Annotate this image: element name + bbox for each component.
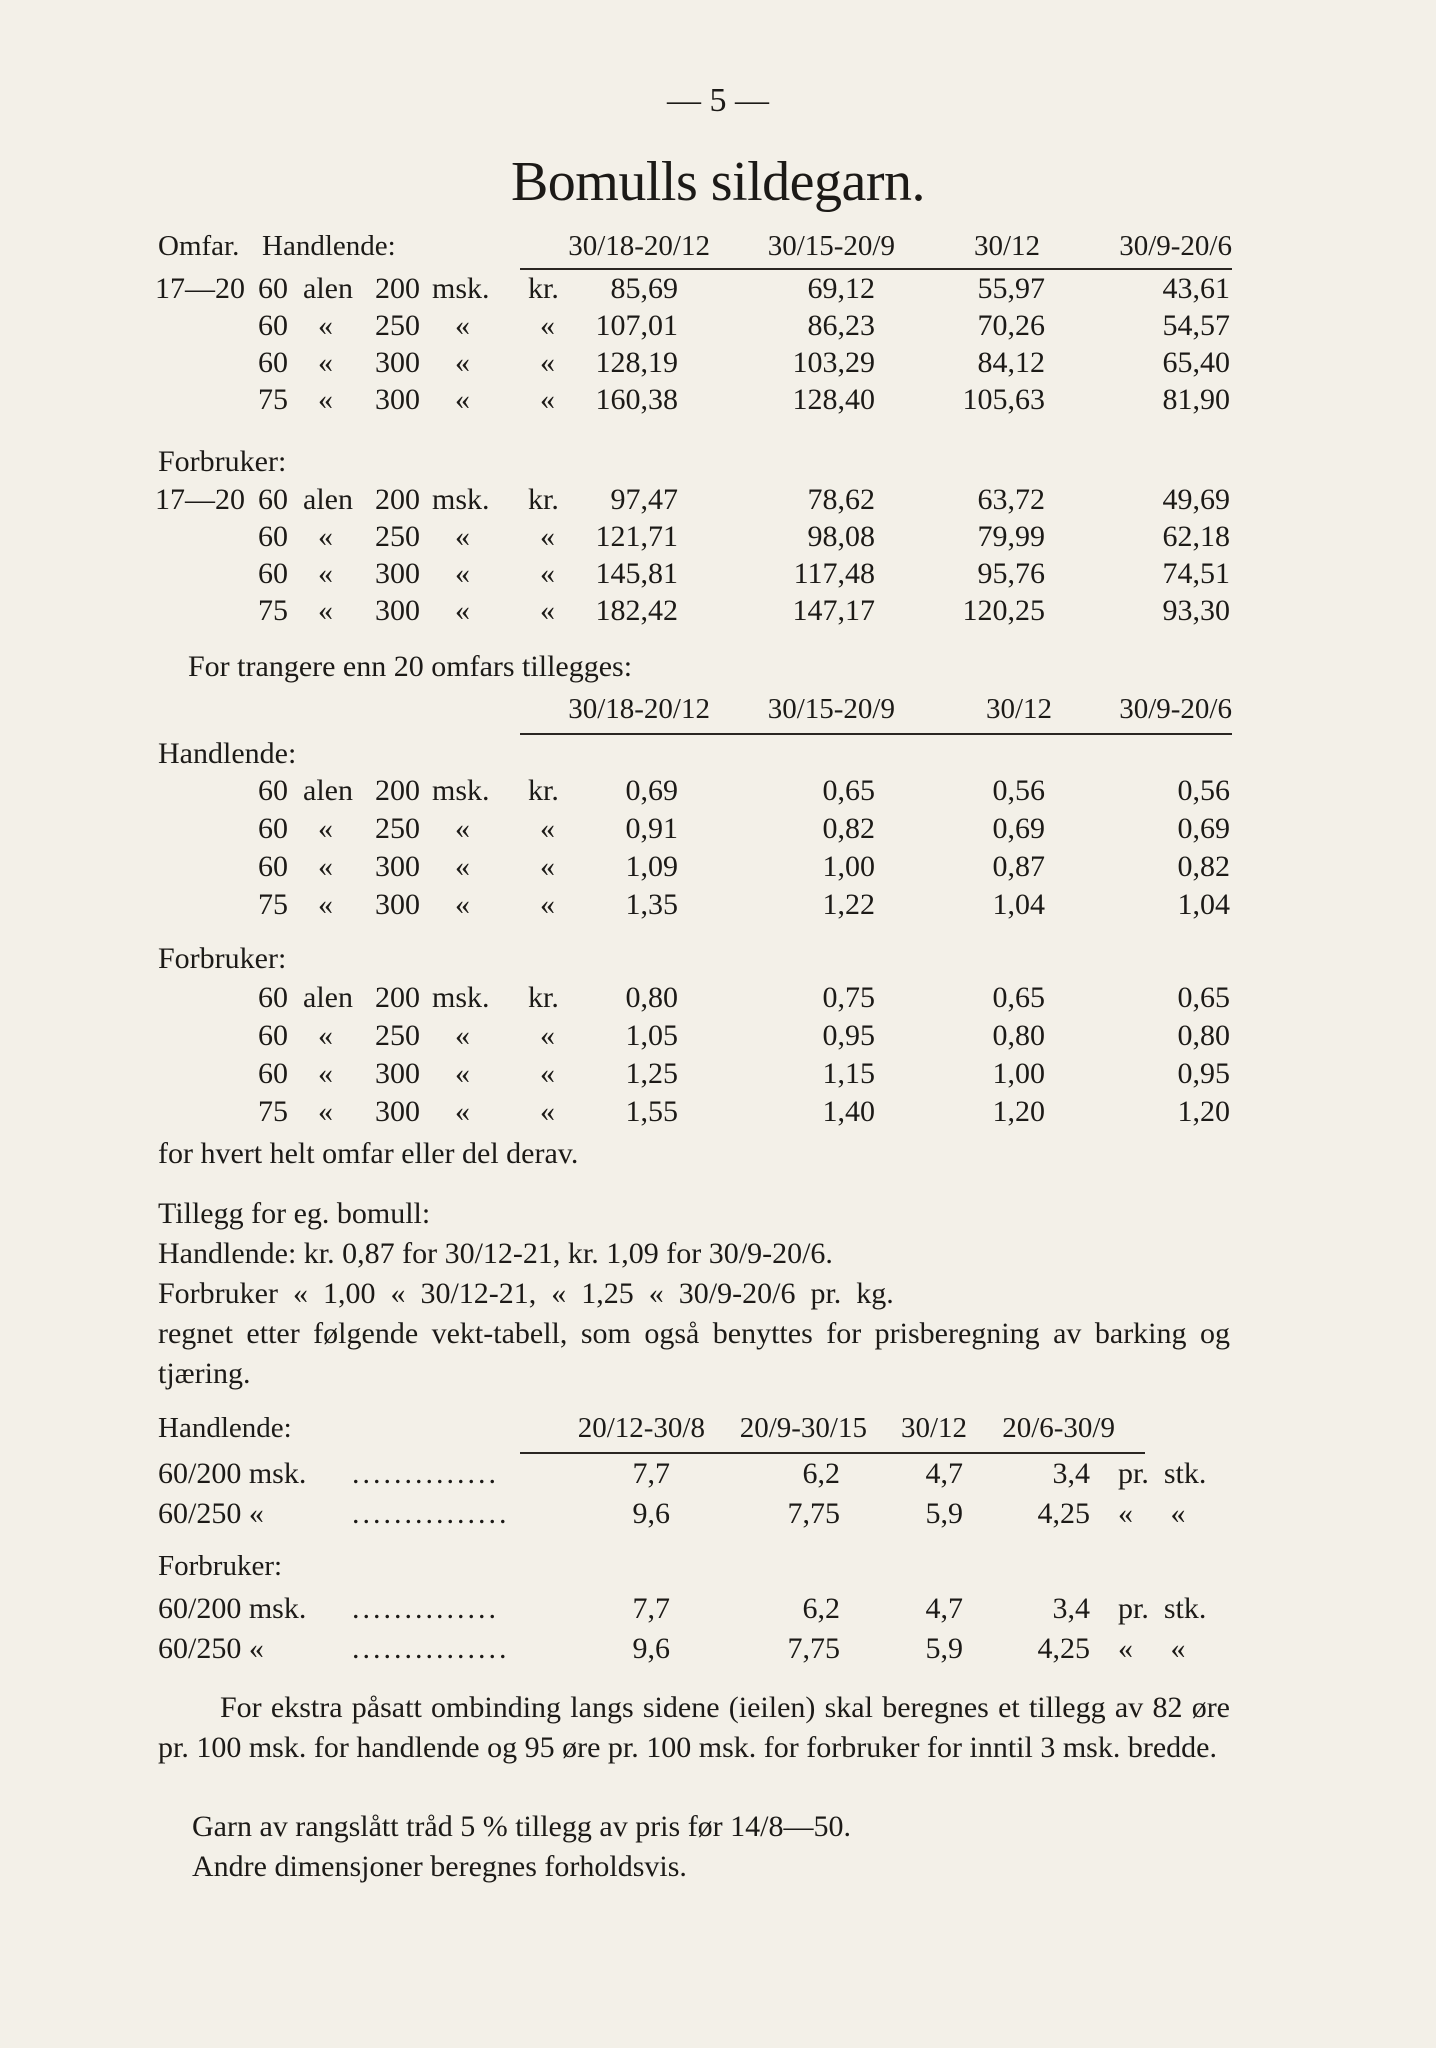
value-cell-4: 0,56 <box>1177 774 1230 807</box>
value-cell-3: 0,69 <box>992 812 1045 845</box>
value-cell-4: 1,04 <box>1177 888 1230 921</box>
value-cell-3: 0,80 <box>992 1019 1045 1052</box>
msk-cell: 200 <box>375 272 420 305</box>
msk-unit-cell: « <box>455 557 470 590</box>
table-row <box>0 272 1436 310</box>
table-row <box>0 346 1436 384</box>
alen-cell: 75 <box>258 1095 288 1128</box>
weight-cell-3: 5,9 <box>925 1632 963 1665</box>
msk-cell: 250 <box>375 309 420 342</box>
table-row <box>0 812 1436 850</box>
alen-cell: 60 <box>258 520 288 553</box>
value-cell-1: 128,19 <box>595 346 678 379</box>
vekt-forbruker-label: Forbruker: <box>158 1550 283 1582</box>
msk-cell: 200 <box>375 981 420 1014</box>
alen-cell: 60 <box>258 1057 288 1090</box>
weight-cell-1: 9,6 <box>632 1497 670 1530</box>
msk-cell: 300 <box>375 594 420 627</box>
value-cell-1: 1,09 <box>625 850 678 883</box>
value-cell-4: 62,18 <box>1162 520 1230 553</box>
currency-cell: « <box>540 888 555 921</box>
value-cell-4: 54,57 <box>1162 309 1230 342</box>
page-number: — 5 — <box>667 82 769 119</box>
table-row <box>0 1019 1436 1057</box>
value-cell-1: 0,91 <box>625 812 678 845</box>
eg-bomull-text: regnet etter følgende vekt-tabell, som også benyttes for prisberegning av barking og tjæring. <box>158 1317 1230 1390</box>
leader-dots: .............. <box>352 1592 499 1625</box>
value-cell-3: 63,72 <box>977 483 1045 516</box>
value-cell-2: 98,08 <box>807 520 875 553</box>
table-row <box>0 520 1436 558</box>
alen-cell: 75 <box>258 594 288 627</box>
currency-cell: « <box>540 1019 555 1052</box>
weight-cell-1: 9,6 <box>632 1632 670 1665</box>
value-cell-2: 147,17 <box>792 594 875 627</box>
msk-unit-cell: msk. <box>432 483 490 516</box>
value-cell-2: 0,82 <box>822 812 875 845</box>
period-header-4: 30/9-20/6 <box>1119 230 1232 262</box>
currency-cell: kr. <box>528 774 559 807</box>
eg-bomull-heading: Tillegg for eg. bomull: <box>158 1197 431 1230</box>
alen-unit-cell: « <box>318 1057 333 1090</box>
currency-cell: « <box>540 812 555 845</box>
table-row <box>0 1592 1436 1630</box>
alen-cell: 60 <box>258 272 288 305</box>
table-row <box>0 1057 1436 1095</box>
value-cell-4: 0,65 <box>1177 981 1230 1014</box>
value-cell-2: 1,40 <box>822 1095 875 1128</box>
value-cell-4: 65,40 <box>1162 346 1230 379</box>
alen-unit-cell: alen <box>303 272 353 305</box>
msk-cell: 300 <box>375 1095 420 1128</box>
value-cell-4: 1,20 <box>1177 1095 1230 1128</box>
currency-cell: « <box>540 309 555 342</box>
msk-cell: 250 <box>375 812 420 845</box>
omfar-label: Omfar. <box>158 230 240 262</box>
alen-cell: 60 <box>258 346 288 379</box>
alen-cell: 60 <box>258 557 288 590</box>
size-label: 60/200 msk. <box>158 1592 307 1625</box>
alen-unit-cell: alen <box>303 483 353 516</box>
alen-cell: 75 <box>258 888 288 921</box>
msk-cell: 300 <box>375 888 420 921</box>
alen-cell: 60 <box>258 774 288 807</box>
size-label: 60/250 « <box>158 1497 264 1530</box>
value-cell-2: 128,40 <box>792 383 875 416</box>
alen-unit-cell: « <box>318 383 333 416</box>
vekt-period-4: 20/6-30/9 <box>1002 1412 1115 1444</box>
msk-cell: 300 <box>375 1057 420 1090</box>
msk-cell: 300 <box>375 346 420 379</box>
msk-unit-cell: « <box>455 888 470 921</box>
value-cell-2: 86,23 <box>807 309 875 342</box>
table-row <box>0 309 1436 347</box>
msk-unit-cell: msk. <box>432 272 490 305</box>
vekt-period-1: 20/12-30/8 <box>577 1412 705 1444</box>
value-cell-3: 0,65 <box>992 981 1045 1014</box>
leader-dots: ............... <box>352 1632 510 1665</box>
msk-unit-cell: « <box>455 346 470 379</box>
size-label: 60/200 msk. <box>158 1457 307 1490</box>
alen-cell: 75 <box>258 383 288 416</box>
currency-cell: kr. <box>528 981 559 1014</box>
size-label: 60/250 « <box>158 1632 264 1665</box>
alen-unit-cell: « <box>318 309 333 342</box>
alen-unit-cell: « <box>318 850 333 883</box>
value-cell-2: 0,65 <box>822 774 875 807</box>
table-row <box>0 383 1436 421</box>
value-cell-1: 145,81 <box>595 557 678 590</box>
alen-cell: 60 <box>258 483 288 516</box>
table-row <box>0 1632 1436 1670</box>
value-cell-3: 0,87 <box>992 850 1045 883</box>
alen-unit-cell: « <box>318 520 333 553</box>
value-cell-2: 1,15 <box>822 1057 875 1090</box>
eg-bomull-forbruker: Forbruker « 1,00 « 30/12-21, « 1,25 « 30/9-20/6 pr. kg. <box>158 1277 894 1310</box>
msk-unit-cell: « <box>455 383 470 416</box>
alen-cell: 60 <box>258 1019 288 1052</box>
alen-unit-cell: alen <box>303 774 353 807</box>
weight-cell-3: 4,7 <box>925 1457 963 1490</box>
table-row <box>0 1497 1436 1535</box>
vekt-period-2: 20/9-30/15 <box>739 1412 867 1444</box>
omfar-cell: 17—20 <box>155 272 245 305</box>
rangslatt-note: Garn av rangslått tråd 5 % tillegg av pris før 14/8—50. <box>192 1810 852 1843</box>
weight-cell-2: 7,75 <box>787 1632 840 1665</box>
value-cell-3: 105,63 <box>962 383 1045 416</box>
table-row <box>0 774 1436 812</box>
msk-unit-cell: « <box>455 520 470 553</box>
handlende-group-label: Handlende: <box>262 230 396 262</box>
msk-cell: 300 <box>375 383 420 416</box>
table-row <box>0 557 1436 595</box>
value-cell-2: 103,29 <box>792 346 875 379</box>
value-cell-1: 85,69 <box>610 272 678 305</box>
value-cell-3: 84,12 <box>977 346 1045 379</box>
unit-cell: « « <box>1118 1497 1186 1530</box>
value-cell-4: 0,69 <box>1177 812 1230 845</box>
msk-unit-cell: « <box>455 309 470 342</box>
currency-cell: « <box>540 557 555 590</box>
msk-unit-cell: msk. <box>432 774 490 807</box>
alen-unit-cell: « <box>318 1095 333 1128</box>
value-cell-4: 0,95 <box>1177 1057 1230 1090</box>
weight-cell-4: 3,4 <box>1052 1592 1090 1625</box>
period-header-1: 30/18-20/12 <box>568 230 710 262</box>
value-cell-1: 1,35 <box>625 888 678 921</box>
tillegg-period-3: 30/12 <box>985 693 1052 725</box>
alen-cell: 60 <box>258 309 288 342</box>
alen-cell: 60 <box>258 850 288 883</box>
currency-cell: « <box>540 594 555 627</box>
alen-unit-cell: « <box>318 1019 333 1052</box>
weight-cell-1: 7,7 <box>632 1592 670 1625</box>
value-cell-4: 74,51 <box>1162 557 1230 590</box>
value-cell-1: 107,01 <box>595 309 678 342</box>
tillegg-handlende-label: Handlende: <box>158 737 297 770</box>
currency-cell: kr. <box>528 483 559 516</box>
table-row <box>0 1095 1436 1133</box>
value-cell-3: 120,25 <box>962 594 1045 627</box>
value-cell-1: 1,25 <box>625 1057 678 1090</box>
value-cell-4: 0,82 <box>1177 850 1230 883</box>
weight-cell-3: 4,7 <box>925 1592 963 1625</box>
forbruker-label: Forbruker: <box>158 445 287 478</box>
value-cell-4: 49,69 <box>1162 483 1230 516</box>
value-cell-2: 69,12 <box>807 272 875 305</box>
table-row <box>0 981 1436 1019</box>
msk-unit-cell: msk. <box>432 981 490 1014</box>
value-cell-3: 1,04 <box>992 888 1045 921</box>
currency-cell: « <box>540 850 555 883</box>
value-cell-3: 70,26 <box>977 309 1045 342</box>
header-rule <box>520 268 1232 270</box>
leader-dots: ............... <box>352 1497 510 1530</box>
tillegg-rule <box>520 733 1232 735</box>
msk-unit-cell: « <box>455 850 470 883</box>
table-row <box>0 1457 1436 1495</box>
value-cell-2: 1,22 <box>822 888 875 921</box>
msk-unit-cell: « <box>455 1095 470 1128</box>
msk-unit-cell: « <box>455 812 470 845</box>
alen-cell: 60 <box>258 981 288 1014</box>
weight-cell-4: 3,4 <box>1052 1457 1090 1490</box>
alen-unit-cell: alen <box>303 981 353 1014</box>
value-cell-4: 43,61 <box>1162 272 1230 305</box>
value-cell-4: 81,90 <box>1162 383 1230 416</box>
msk-unit-cell: « <box>455 594 470 627</box>
alen-unit-cell: « <box>318 594 333 627</box>
value-cell-1: 121,71 <box>595 520 678 553</box>
msk-cell: 250 <box>375 1019 420 1052</box>
value-cell-3: 95,76 <box>977 557 1045 590</box>
alen-unit-cell: « <box>318 888 333 921</box>
value-cell-3: 1,00 <box>992 1057 1045 1090</box>
vekt-handlende-label: Handlende: <box>158 1412 292 1444</box>
value-cell-2: 1,00 <box>822 850 875 883</box>
msk-cell: 200 <box>375 483 420 516</box>
currency-cell: kr. <box>528 272 559 305</box>
unit-cell: pr. stk. <box>1118 1457 1207 1490</box>
weight-cell-4: 4,25 <box>1037 1497 1090 1530</box>
msk-cell: 200 <box>375 774 420 807</box>
value-cell-1: 97,47 <box>610 483 678 516</box>
table-row <box>0 888 1436 926</box>
tillegg-period-1: 30/18-20/12 <box>568 693 710 725</box>
alen-unit-cell: « <box>318 812 333 845</box>
value-cell-1: 1,55 <box>625 1095 678 1128</box>
alen-unit-cell: « <box>318 346 333 379</box>
value-cell-2: 0,95 <box>822 1019 875 1052</box>
msk-cell: 300 <box>375 850 420 883</box>
value-cell-4: 93,30 <box>1162 594 1230 627</box>
table-row <box>0 850 1436 888</box>
tillegg-forbruker-label: Forbruker: <box>158 942 287 975</box>
alen-unit-cell: « <box>318 557 333 590</box>
value-cell-3: 0,56 <box>992 774 1045 807</box>
value-cell-1: 182,42 <box>595 594 678 627</box>
value-cell-2: 117,48 <box>793 557 875 590</box>
page-title: Bomulls sildegarn. <box>510 151 926 213</box>
value-cell-1: 1,05 <box>625 1019 678 1052</box>
msk-unit-cell: « <box>455 1019 470 1052</box>
tillegg-footer: for hvert helt omfar eller del derav. <box>158 1137 579 1170</box>
currency-cell: « <box>540 1057 555 1090</box>
value-cell-3: 1,20 <box>992 1095 1045 1128</box>
value-cell-1: 160,38 <box>595 383 678 416</box>
unit-cell: « « <box>1118 1632 1186 1665</box>
value-cell-4: 0,80 <box>1177 1019 1230 1052</box>
value-cell-2: 78,62 <box>807 483 875 516</box>
currency-cell: « <box>540 1095 555 1128</box>
period-header-2: 30/15-20/9 <box>767 230 895 262</box>
weight-cell-2: 7,75 <box>787 1497 840 1530</box>
currency-cell: « <box>540 346 555 379</box>
andre-note: Andre dimensjoner beregnes forholdsvis. <box>192 1850 687 1883</box>
tillegg-intro: For trangere enn 20 omfars tillegges: <box>188 650 633 683</box>
msk-cell: 300 <box>375 557 420 590</box>
period-header-3: 30/12 <box>973 230 1040 262</box>
weight-cell-1: 7,7 <box>632 1457 670 1490</box>
tillegg-period-2: 30/15-20/9 <box>767 693 895 725</box>
alen-cell: 60 <box>258 812 288 845</box>
weight-cell-2: 6,2 <box>802 1592 840 1625</box>
weight-cell-4: 4,25 <box>1037 1632 1090 1665</box>
value-cell-3: 79,99 <box>977 520 1045 553</box>
value-cell-3: 55,97 <box>977 272 1045 305</box>
unit-cell: pr. stk. <box>1118 1592 1207 1625</box>
value-cell-2: 0,75 <box>822 981 875 1014</box>
value-cell-1: 0,69 <box>625 774 678 807</box>
leader-dots: .............. <box>352 1457 499 1490</box>
table-row <box>0 483 1436 521</box>
value-cell-1: 0,80 <box>625 981 678 1014</box>
omfar-cell: 17—20 <box>155 483 245 516</box>
weight-cell-3: 5,9 <box>925 1497 963 1530</box>
tillegg-period-4: 30/9-20/6 <box>1119 693 1232 725</box>
vekt-rule <box>520 1452 1145 1454</box>
vekt-period-3: 30/12 <box>900 1412 967 1444</box>
table-row <box>0 594 1436 632</box>
ombinding-note: For ekstra påsatt ombinding langs sidene (ieilen) skal beregnes et tillegg av 82 øre pr. 100 msk. for handlende og 95 øre pr. 100 msk. for forbruker for inntil 3 msk. bredde. <box>158 1691 1230 1764</box>
weight-cell-2: 6,2 <box>802 1457 840 1490</box>
eg-bomull-handlende: Handlende: kr. 0,87 for 30/12-21, kr. 1,09 for 30/9-20/6. <box>158 1237 833 1270</box>
currency-cell: « <box>540 520 555 553</box>
msk-unit-cell: « <box>455 1057 470 1090</box>
msk-cell: 250 <box>375 520 420 553</box>
currency-cell: « <box>540 383 555 416</box>
